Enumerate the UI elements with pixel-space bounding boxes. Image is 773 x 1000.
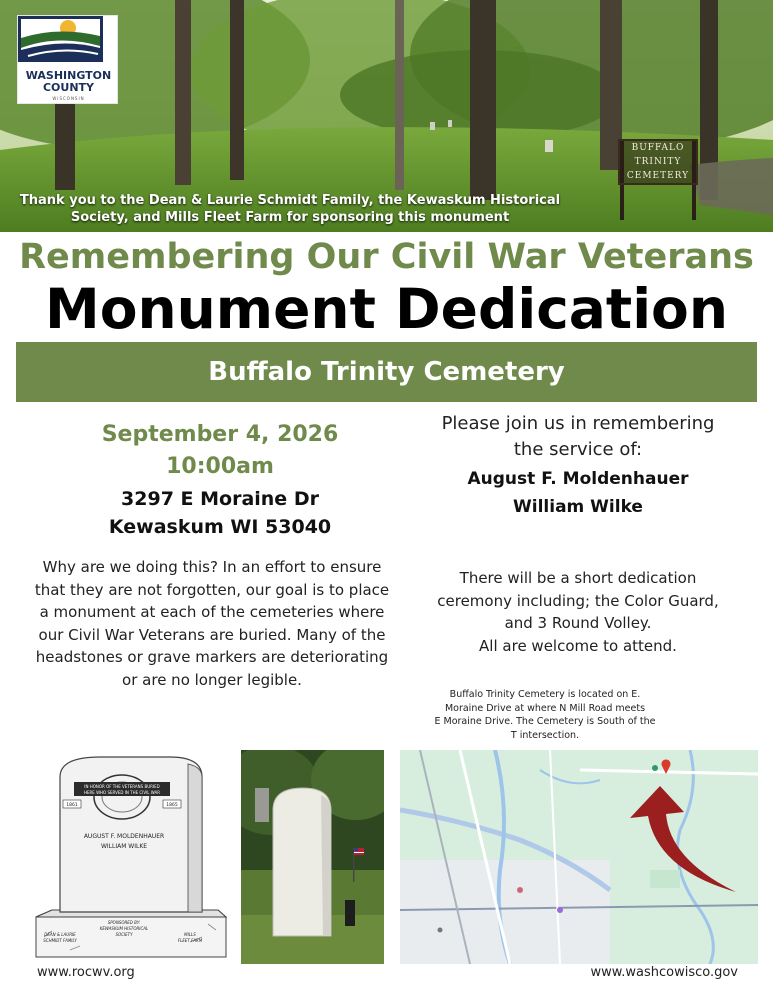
sponsor-thanks: [0, 192, 580, 226]
sponsor-right-1: MILLS: [184, 932, 196, 937]
monument-name-2: WILLIAM WILKE: [100, 843, 148, 850]
invitation-line-1: Please join us in remembering: [441, 413, 715, 434]
washington-county-logo: [17, 15, 118, 104]
ceremony-line-2: ceremony including; the Color Guard,: [437, 591, 719, 610]
sponsor-left-2: SCHMIDT FAMILY: [43, 938, 77, 943]
sponsor-line-2: Society, and Mills Fleet Farm for sponsoring this monument: [70, 210, 510, 225]
page-title: Monument Dedication: [44, 277, 728, 341]
veteran-name: William Wilke: [513, 497, 643, 517]
year-left: 1861: [66, 803, 78, 808]
ceremony-line-4: All are welcome to attend.: [479, 636, 677, 655]
invitation-text: [410, 411, 746, 463]
banner-line-2: HERE WHO SERVED IN THE CIVIL WAR: [83, 790, 161, 795]
location-line-1: Buffalo Trinity Cemetery is located on E.: [449, 689, 641, 700]
logo-line-1: WASHINGTON: [25, 69, 112, 82]
location-note: [420, 688, 670, 742]
subtitle: Remembering Our Civil War Veterans: [19, 237, 754, 277]
ceremony-line-1: There will be a short dedication: [459, 569, 697, 587]
location-line-2: Moraine Drive at where N Mill Road meets: [444, 702, 646, 714]
event-time: 10:00am: [166, 454, 274, 479]
sign-line-1: BUFFALO: [631, 143, 685, 153]
cemetery-name-banner: Buffalo Trinity Cemetery: [16, 342, 757, 402]
year-right: 1865: [166, 803, 178, 808]
monument-name-1: AUGUST F. MOLDENHAUER: [83, 833, 165, 840]
headstone-photo: [241, 750, 384, 964]
location-map: [400, 750, 758, 964]
monument-drawing: [30, 752, 230, 962]
sign-line-2: TRINITY: [634, 157, 682, 167]
sponsor-mid-2: SOCIETY: [115, 932, 133, 937]
sponsor-left-1: DEAN & LAURIE: [44, 932, 76, 937]
logo-line-2: COUNTY: [42, 81, 95, 94]
sponsored-by-label: SPONSORED BY:: [107, 920, 141, 925]
location-line-4: T intersection.: [510, 729, 580, 741]
address-line-1: 3297 E Moraine Dr: [121, 488, 319, 510]
invitation-line-2: the service of:: [513, 439, 643, 460]
old-headstone-image: [241, 750, 384, 964]
landscape-logo-icon: [18, 16, 103, 62]
map-image: [400, 750, 758, 964]
ceremony-line-3: and 3 Round Volley.: [504, 614, 652, 632]
purpose-paragraph: Why are we doing this? In an effort to ensure that they are not forgotten, our goal is to place a monument at each of the cemeteries where our Civil War Veterans are buried. Many of the headstones or grave markers are deteriorating or are no longer legible.: [34, 558, 390, 689]
location-line-3: E Moraine Drive. The Cemetery is South of the: [434, 716, 656, 727]
sponsor-right-2: FLEET FARM: [177, 938, 203, 943]
footer-link-rocwv[interactable]: www.rocwv.org: [37, 965, 135, 980]
footer-link-washco[interactable]: www.washcowisco.gov: [590, 965, 738, 980]
veteran-name: August F. Moldenhauer: [467, 469, 689, 489]
hero-photo: [0, 0, 773, 232]
address-line-2: Kewaskum WI 53040: [108, 516, 332, 538]
ceremony-details: [410, 567, 746, 657]
cemetery-sign: [618, 139, 698, 185]
event-date: September 4, 2026: [101, 422, 339, 447]
logo-tagline: WISCONSIN: [52, 96, 85, 101]
banner-line-1: IN HONOR OF THE VETERANS BURIED: [84, 784, 160, 789]
sign-line-3: CEMETERY: [626, 171, 690, 181]
sponsor-mid-1: KEWASKUM HISTORICAL: [99, 926, 149, 931]
sponsor-line-1: Thank you to the Dean & Laurie Schmidt Family, the Kewaskum Historical: [19, 193, 561, 208]
